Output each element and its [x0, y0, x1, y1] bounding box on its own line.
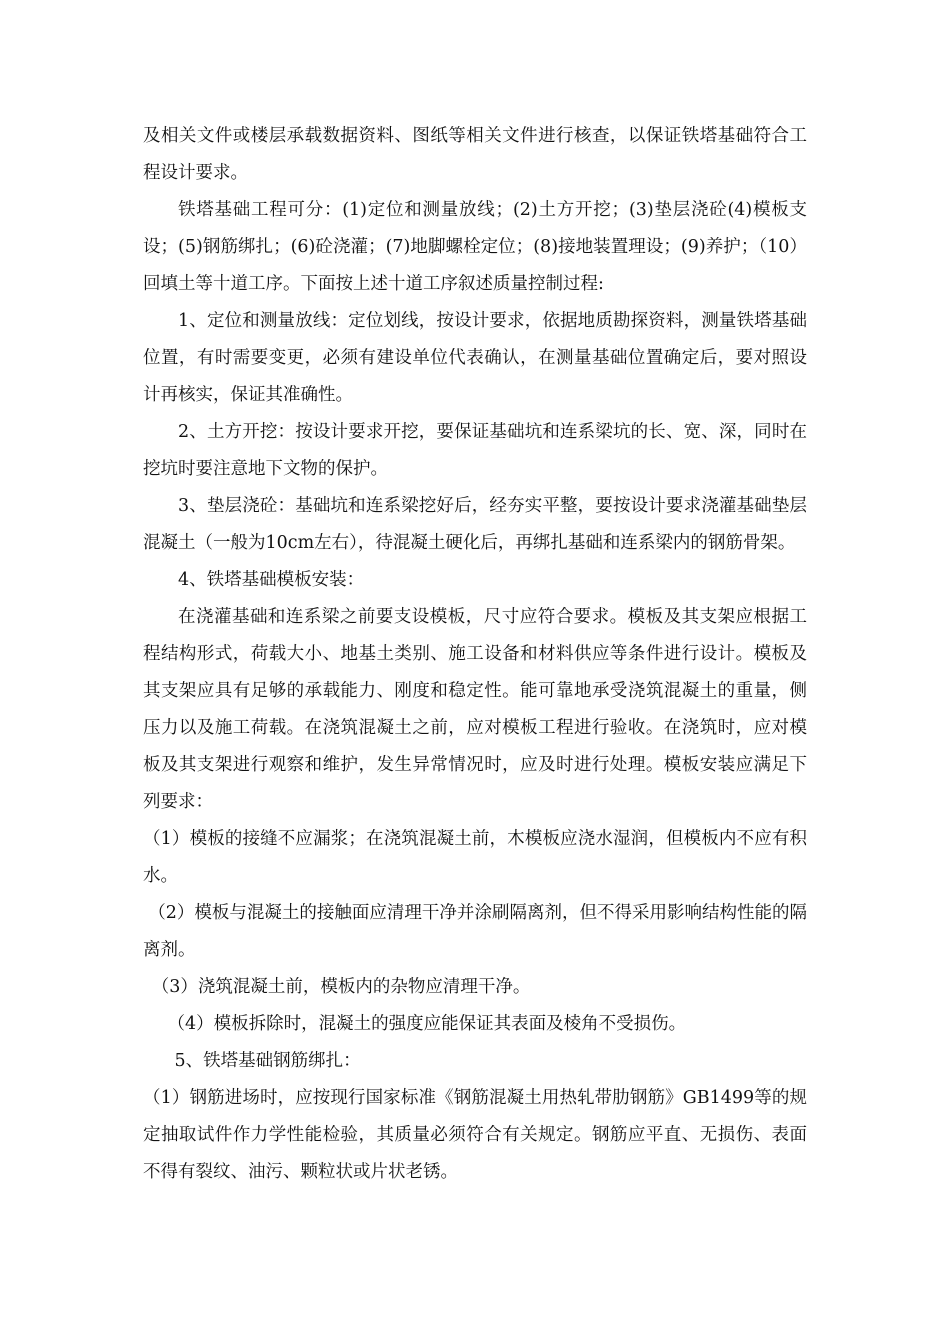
paragraph-8: （1）模板的接缝不应漏浆；在浇筑混凝土前，木模板应浇水湿润，但模板内不应有积水。	[143, 829, 807, 886]
paragraph-4: 2、土方开挖：按设计要求开挖，要保证基础坑和连系梁坑的长、宽、深，同时在挖坑时要注意地下文物的保护。	[143, 422, 807, 479]
paragraph-2: 铁塔基础工程可分：(1)定位和测量放线；(2)土方开挖；(3)垫层浇砼(4)模板支设；(5)钢筋绑扎；(6)砼浇灌；(7)地脚螺栓定位；(8)接地装置理设；(9)养护；（10）回填土等十道工序。下面按上述十道工序叙述质量控制过程:	[143, 200, 807, 294]
paragraph-7: 在浇灌基础和连系梁之前要支设模板，尺寸应符合要求。模板及其支架应根据工程结构形式，荷载大小、地基土类别、施工设备和材料供应等条件进行设计。模板及其支架应具有足够的承载能力、刚度和稳定性。能可靠地承受浇筑混凝土的重量，侧压力以及施工荷载。在浇筑混凝土之前，应对模板工程进行验收。在浇筑时，应对模板及其支架进行观察和维护，发生异常情况时，应及时进行处理。模板安装应满足下列要求：	[143, 607, 807, 812]
document-body	[143, 118, 807, 1191]
paragraph-11: （4）模板拆除时，混凝土的强度应能保证其表面及棱角不受损伤。	[167, 1014, 687, 1034]
paragraph-6-heading: 4、铁塔基础模板安装：	[178, 570, 365, 590]
paragraph-1: 及相关文件或楼层承载数据资料、图纸等相关文件进行核查，以保证铁塔基础符合工程设计要求。	[143, 126, 807, 183]
paragraph-5: 3、垫层浇砼：基础坑和连系梁挖好后，经夯实平整，要按设计要求浇灌基础垫层混凝土（一般为10cm左右），待混凝土硬化后，再绑扎基础和连系梁内的钢筋骨架。	[143, 496, 807, 553]
paragraph-3: 1、定位和测量放线：定位划线，按设计要求，依据地质勘探资料，测量铁塔基础位置，有时需要变更，必须有建设单位代表确认，在测量基础位置确定后，要对照设计再核实，保证其准确性。	[143, 311, 807, 405]
paragraph-12-heading: 5、铁塔基础钢筋绑扎：	[174, 1051, 361, 1071]
paragraph-9: （2）模板与混凝土的接触面应清理干净并涂刷隔离剂，但不得采用影响结构性能的隔离剂。	[143, 903, 807, 960]
paragraph-13: （1）钢筋进场时，应按现行国家标准《钢筋混凝土用热轧带肋钢筋》GB1499等的规定抽取试件作力学性能检验，其质量必须符合有关规定。钢筋应平直、无损伤、表面不得有裂纹、油污、颗粒状或片状老锈。	[143, 1088, 807, 1182]
paragraph-10: （3）浇筑混凝土前，模板内的杂物应清理干净。	[151, 977, 531, 997]
